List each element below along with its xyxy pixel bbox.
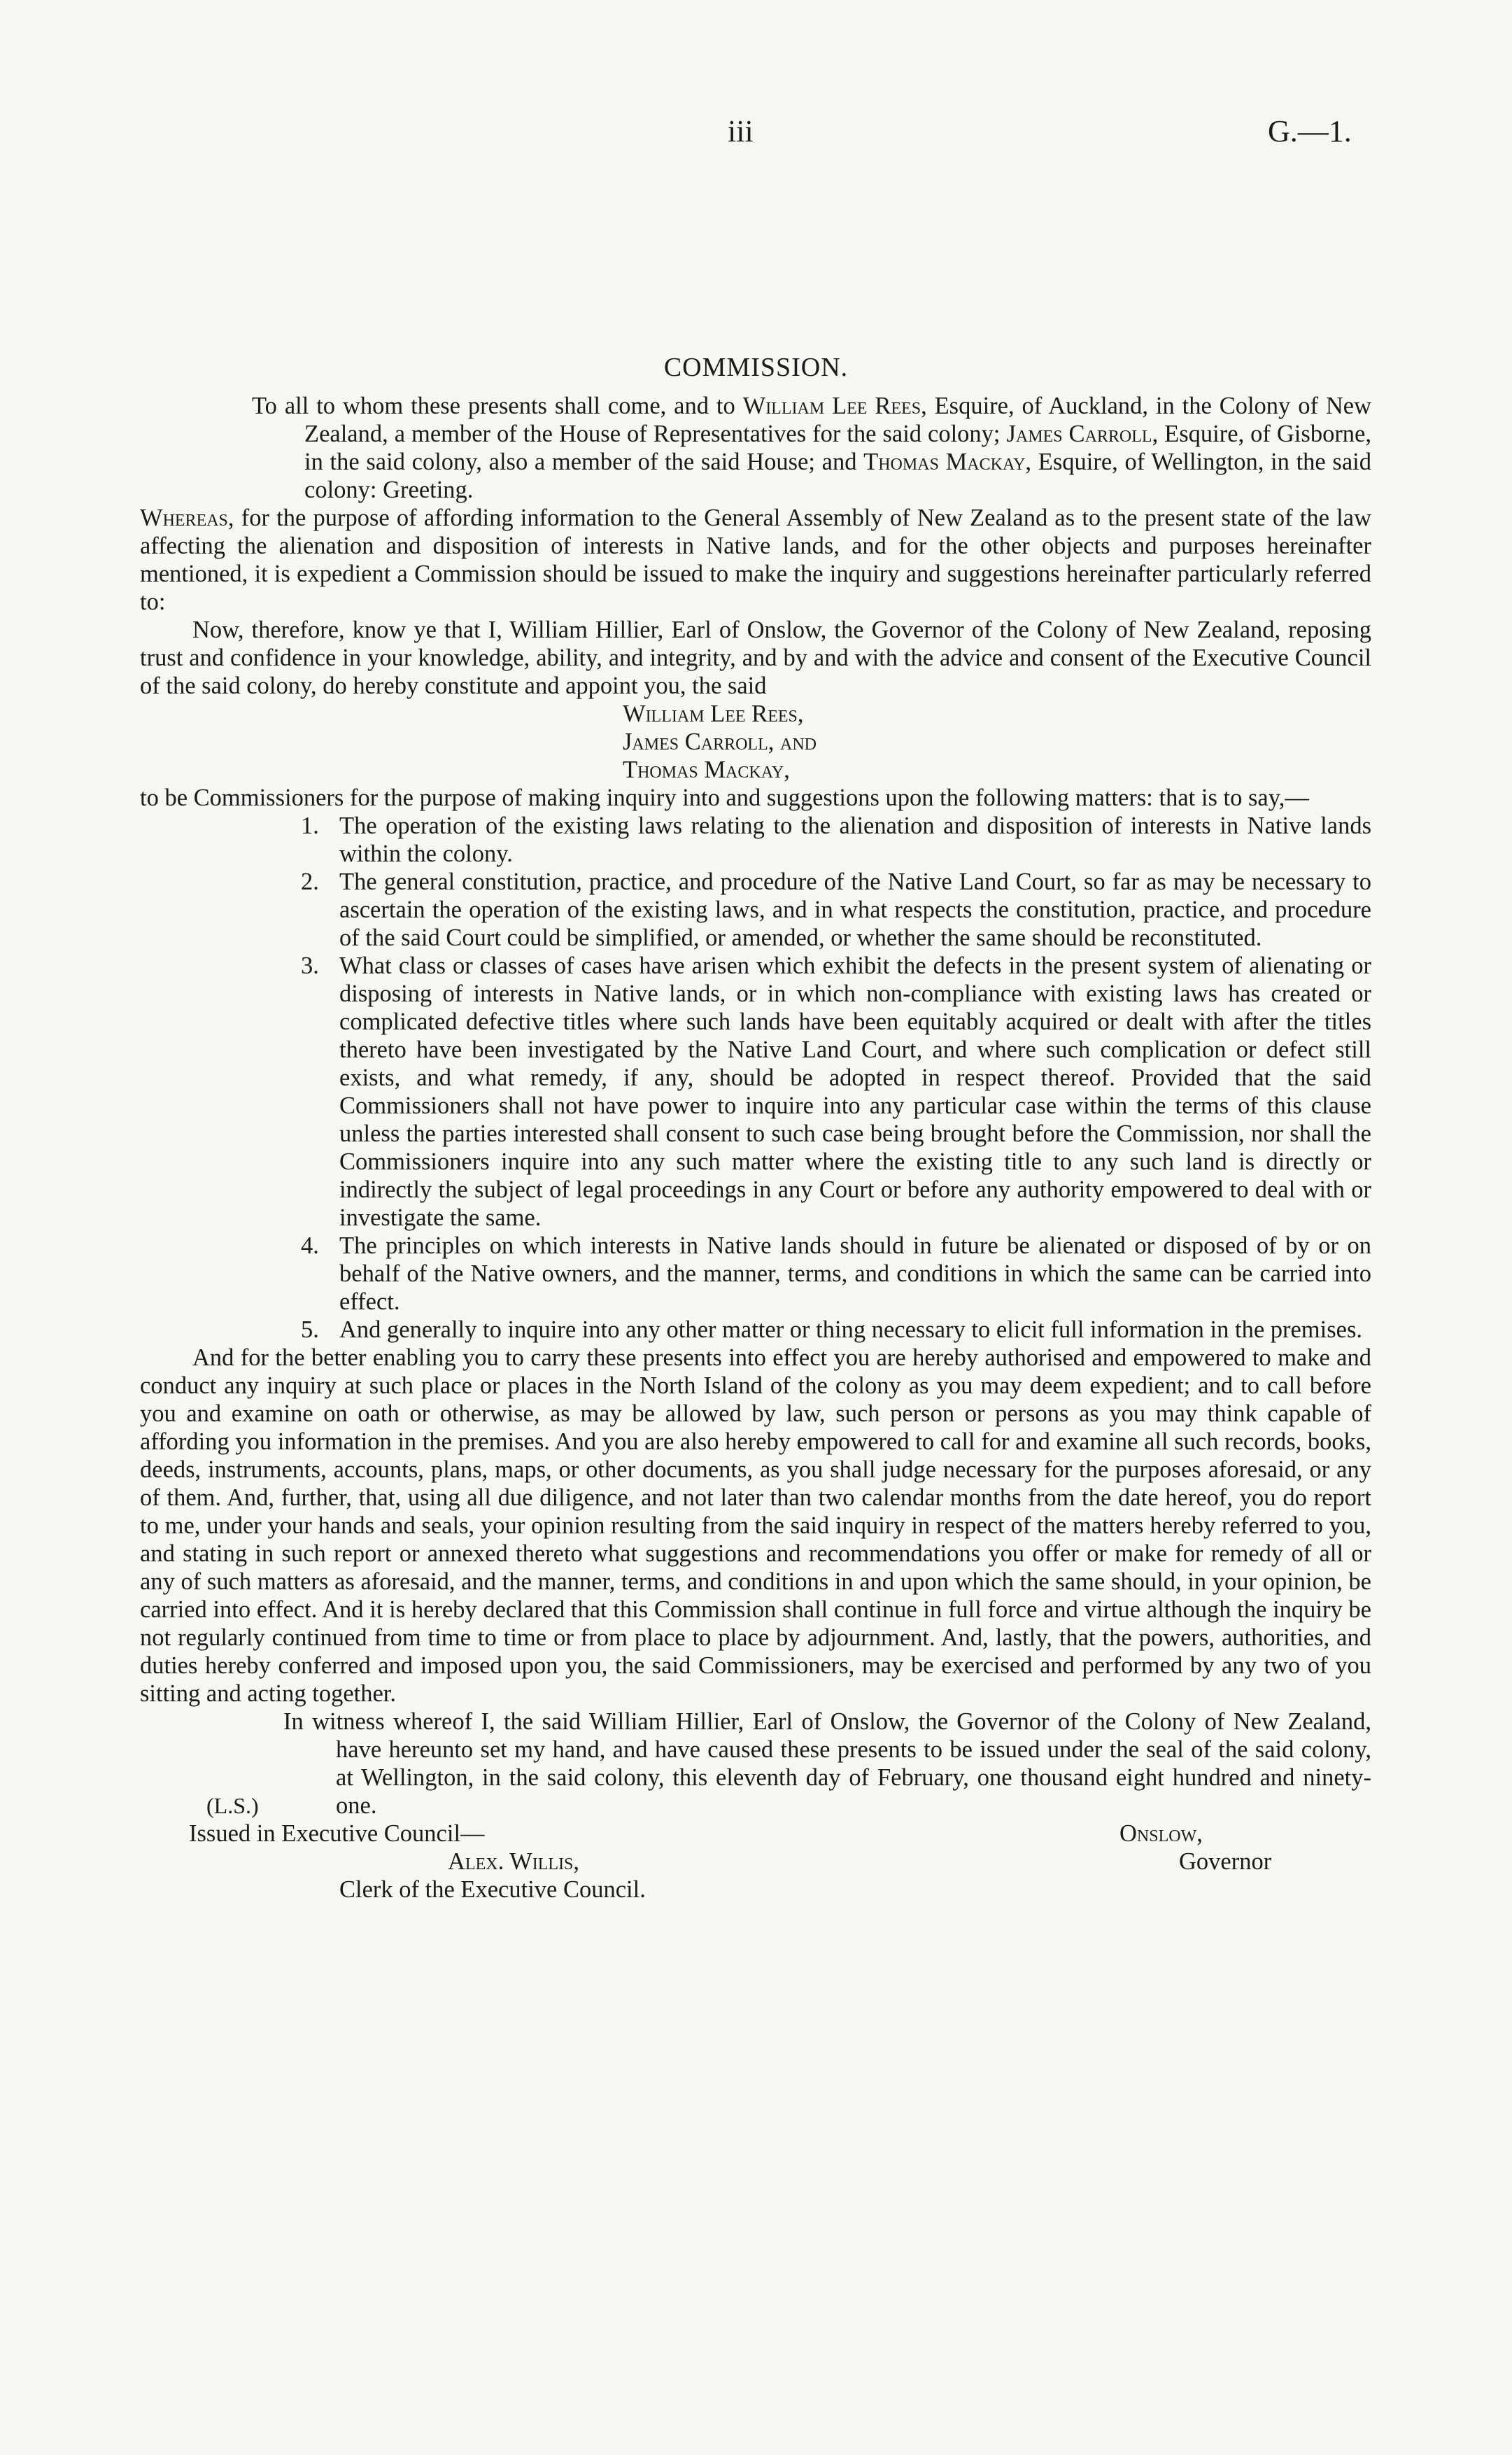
matters-list bbox=[140, 812, 1371, 1344]
address-text: , Esquire, of Auckland, in the Colony of New Zealand, a member of the House of Representatives for the said colony; bbox=[304, 393, 1371, 447]
governor-signature: Onslow, bbox=[1119, 1820, 1203, 1847]
commissioner-name: James Carroll, and bbox=[623, 729, 817, 755]
powers-paragraph: And for the better enabling you to carry these presents into effect you are hereby authorised and empowered to make and conduct any inquiry at such place or places in the North Island of the colony as you may deem expedient; and to call before you and examine on oath or otherwise, as may be allowed by law, such person or persons as you may think capable of affording you information in the premises. And you are also hereby empowered to call for and examine all such records, books, deeds, instruments, accounts, plans, maps, or other documents, as you shall judge necessary for the purposes aforesaid, or any of them. And, further, that, using all due diligence, and not later than two calendar months from the date hereof, you do report to me, under your hands and seals, your opinion resulting from the said inquiry in respect of the matters hereby referred to you, and stating in such report or annexed thereto what suggestions and recommendations you offer or make for remedy of all or any of such matters as aforesaid, and the manner, terms, and conditions in and upon which the same should, in your opinion, be carried into effect. And it is hereby declared that this Commission shall continue in full force and virtue although the inquiry be not regularly continued from time to time or from place to place by adjournment. And, lastly, that the powers, authorities, and duties hereby conferred and imposed upon you, the said Commissioners, may be exercised and performed by any two of you sitting and acting together. bbox=[140, 1344, 1371, 1707]
witness-text: In witness whereof I, the said William Hillier, Earl of Onslow, the Governor of the Colony of New Zealand, have hereunto set my hand, and have caused these presents to be issued under the seal of the said colony, at Wellington, in the said colony, this eleventh day of February, one thousand eight hundred and ninety-one. bbox=[283, 1708, 1371, 1819]
commissioner-name: William Lee Rees, bbox=[623, 701, 804, 727]
address-text: To all to whom these presents shall come, and to bbox=[252, 393, 743, 419]
witness-paragraph bbox=[140, 1708, 1371, 1820]
signature-row bbox=[140, 1820, 1371, 1848]
document-title: COMMISSION. bbox=[663, 353, 849, 382]
matter-text: The general constitution, practice, and procedure of the Native Land Court, so far as may be necessary to ascertain the operation of the existing laws, and in what respects the constitution, practice, and procedure of the said Court could be simplified, or amended, or whether the same should be reconstituted. bbox=[339, 868, 1371, 951]
matter-item bbox=[140, 952, 1371, 1232]
matter-number: 3. bbox=[301, 952, 319, 979]
name-carroll: James Carroll bbox=[1006, 421, 1152, 447]
document-body bbox=[140, 392, 1371, 1904]
matter-text: And generally to inquire into any other matter or thing necessary to elicit full information in the premises. bbox=[339, 1316, 1363, 1343]
matter-text: The operation of the existing laws relating to the alienation and disposition of interests in Native lands within the colony. bbox=[339, 813, 1371, 867]
signature-row bbox=[140, 1876, 1371, 1904]
matter-number: 2. bbox=[301, 868, 319, 895]
commissioner-list bbox=[140, 700, 1371, 784]
clerk-title: Clerk of the Executive Council. bbox=[339, 1876, 646, 1903]
page-number: iii bbox=[728, 114, 754, 148]
matter-number: 4. bbox=[301, 1232, 319, 1259]
address-text: , Esquire, of Gisborne, in the said colony, also a member of the said House; and bbox=[304, 421, 1371, 475]
address-paragraph bbox=[140, 392, 1371, 504]
matter-item bbox=[140, 868, 1371, 952]
matter-text: What class or classes of cases have arisen which exhibit the defects in the present system of alienating or disposing of interests in Native lands, or in which non-compliance with existing laws has created or complicated defective titles where such lands have been equitably acquired or dealt with after the titles thereto have been investigated by the Native Land Court, and where such complication or defect still exists, and what remedy, if any, should be adopted in respect thereof. Provided that the said Commissioners shall not have power to inquire into any particular case within the terms of this clause unless the parties interested shall consent to such case being brought before the Commission, nor shall the Commissioners inquire into any such matter where the existing title to any such land is directly or indirectly the subject of legal proceedings in any Court or before any authority empowered to deal with or investigate the same. bbox=[339, 952, 1371, 1231]
appointment-paragraph: Now, therefore, know ye that I, William Hillier, Earl of Onslow, the Governor of the Colony of New Zealand, reposing trust and confidence in your knowledge, ability, and integrity, and by and with the advice and consent of the Executive Council of the said colony, do hereby constitute and appoint you, the said bbox=[140, 617, 1371, 699]
address-text: , Esquire, of Wellington, in the said colony: Greeting. bbox=[304, 449, 1371, 503]
whereas-paragraph bbox=[140, 504, 1371, 616]
clerk-signature: Alex. Willis, bbox=[448, 1848, 580, 1875]
matter-number: 5. bbox=[301, 1316, 319, 1343]
seal-mark: (L.S.) bbox=[206, 1793, 259, 1818]
name-rees: William Lee Rees bbox=[742, 393, 921, 419]
matter-item bbox=[140, 1232, 1371, 1316]
signature-row bbox=[140, 1848, 1371, 1876]
governor-title: Governor bbox=[1179, 1848, 1272, 1875]
matter-number: 1. bbox=[301, 813, 319, 839]
document-reference: G.—1. bbox=[1268, 114, 1352, 148]
name-mackay: Thomas Mackay bbox=[863, 449, 1026, 475]
issued-line: Issued in Executive Council— bbox=[189, 1820, 485, 1847]
matter-item bbox=[140, 1316, 1371, 1344]
purpose-intro: to be Commissioners for the purpose of making inquiry into and suggestions upon the following matters: that is to say,— bbox=[140, 785, 1309, 811]
commissioner-name: Thomas Mackay, bbox=[623, 757, 790, 783]
whereas-lead: Whereas bbox=[140, 505, 228, 531]
matter-text: The principles on which interests in Native lands should in future be alienated or disposed of by or on behalf of the Native owners, and the manner, terms, and conditions in which the same can be carried into effect. bbox=[339, 1232, 1371, 1315]
matter-item bbox=[140, 812, 1371, 868]
whereas-text: , for the purpose of affording information to the General Assembly of New Zealand as to the present state of the law affecting the alienation and disposition of interests in Native lands, and for the other objects and purposes hereinafter mentioned, it is expedient a Commission should be issued to make the inquiry and suggestions hereinafter particularly referred to: bbox=[140, 505, 1371, 615]
